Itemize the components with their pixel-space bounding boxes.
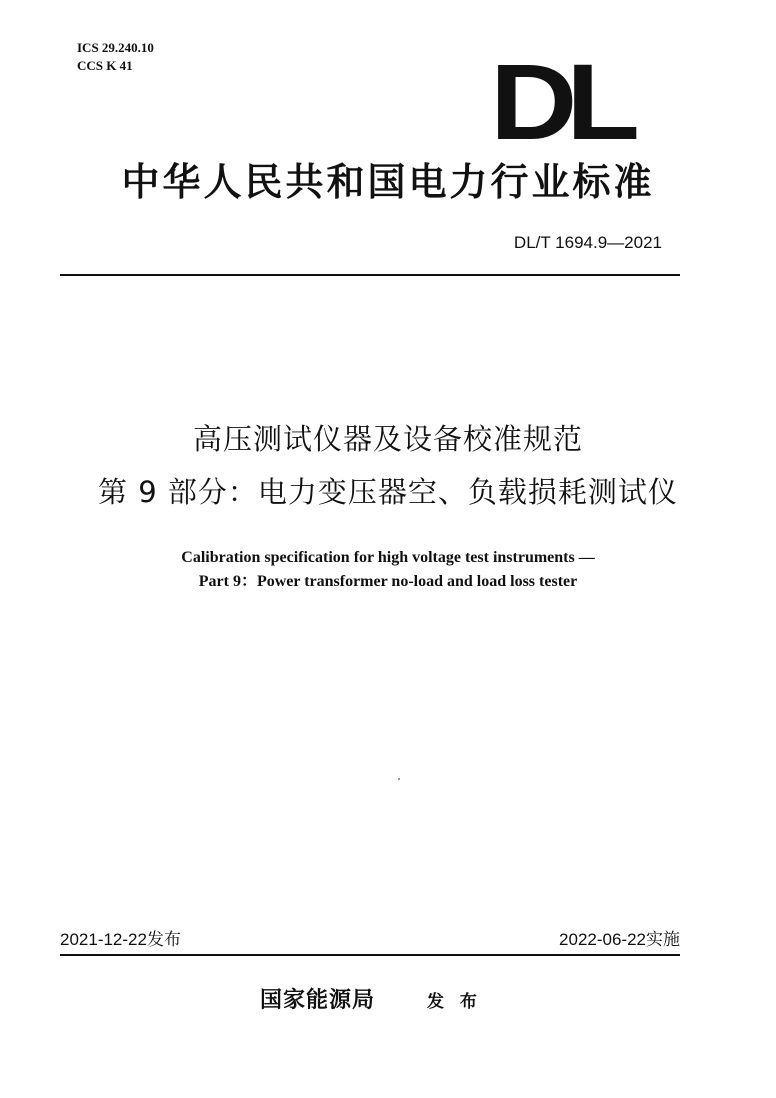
ccs-code: CCS K 41 xyxy=(77,58,133,73)
document-title-zh-line1: 高压测试仪器及设备校准规范 xyxy=(192,422,583,456)
publisher-name: 国家能源局 xyxy=(260,988,376,1013)
document-title-en-line1: Calibration specification for high voltage test instruments — xyxy=(181,549,595,566)
standard-category-title: 中华人民共和国电力行业标准 xyxy=(121,159,655,204)
dl-logo: DL xyxy=(490,41,629,162)
standard-number: DL/T 1694.9—2021 xyxy=(513,233,662,252)
top-divider xyxy=(60,274,680,276)
ics-code: ICS 29.240.10 xyxy=(77,40,154,55)
print-speck xyxy=(398,778,400,780)
implementation-date: 2022-06-22实施 xyxy=(559,930,680,949)
document-title-en-line2: Part 9：Power transformer no-load and load loss tester xyxy=(198,573,578,590)
publish-label: 发 布 xyxy=(427,992,482,1012)
document-title-zh-line2: 第 9 部分：电力变压器空、负载损耗测试仪 xyxy=(98,475,678,509)
bottom-divider xyxy=(60,954,680,956)
issue-date: 2021-12-22发布 xyxy=(60,930,181,949)
